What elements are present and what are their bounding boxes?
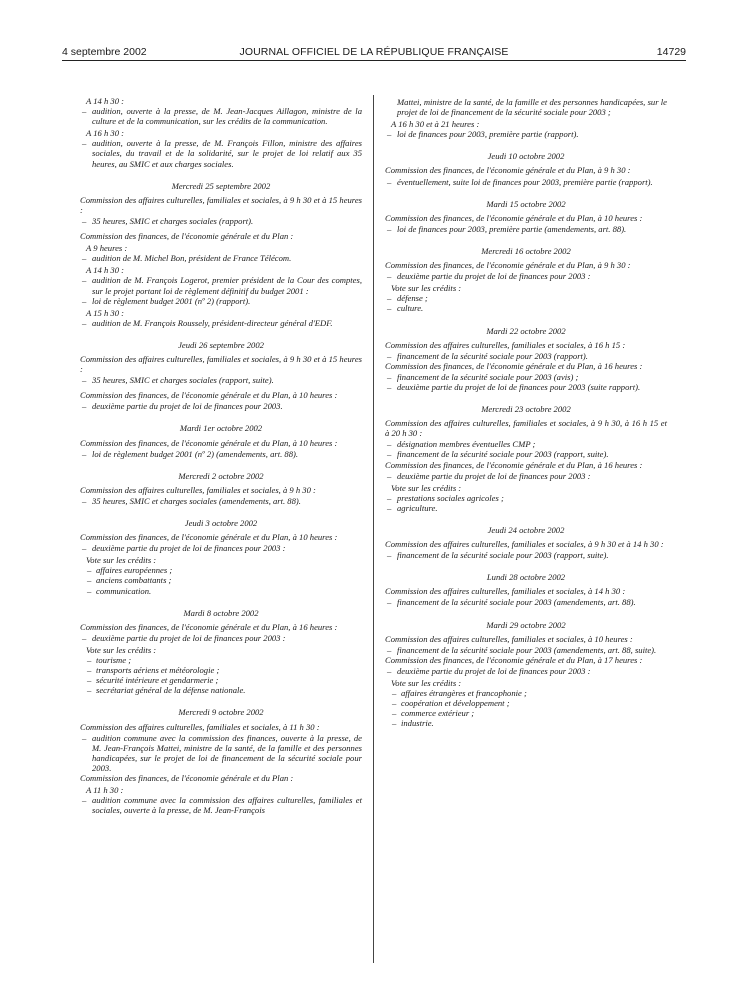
agenda-item: – loi de règlement budget 2001 (nº 2) (rapport). (80, 296, 362, 306)
day-heading: Mardi 8 octobre 2002 (183, 607, 259, 618)
commission-line: Commission des finances, de l'économie générale et du Plan, à 17 heures : (385, 654, 643, 665)
credit-item: – sécurité intérieure et gendarmerie ; (80, 675, 362, 685)
credit-item: – agriculture. (385, 503, 667, 513)
agenda-item: – deuxième partie du projet de loi de finances pour 2003 : (385, 271, 667, 281)
right-column (385, 97, 667, 729)
day-heading: Jeudi 3 octobre 2002 (184, 518, 258, 528)
time-label: A 16 h 30 : (86, 128, 125, 139)
day-heading: Mercredi 2 octobre 2002 (178, 470, 264, 481)
vote-label: Vote sur les crédits : (391, 678, 462, 689)
agenda-item: – audition de M. François Logerot, premier président de la Cour des comptes, sur le projet portant loi de règlement définitif du budget 2001 : (80, 275, 362, 295)
commission-line: Commission des affaires culturelles, familiales et sociales, à 9 h 30 et à 14 h 30 : (385, 539, 664, 550)
agenda-item: – deuxième partie du projet de loi de finances pour 2003 (suite rapport). (385, 382, 667, 392)
time-label: A 15 h 30 : (86, 307, 125, 318)
commission-line: Commission des affaires culturelles, familiales et sociales, à 9 h 30 et à 15 heures : (80, 353, 362, 375)
header-date: 4 septembre 2002 (62, 46, 147, 58)
day-heading: Jeudi 10 octobre 2002 (487, 151, 565, 162)
credit-item: – anciens combattants ; (80, 575, 362, 585)
commission-line: Commission des affaires culturelles, familiales et sociales, à 9 h 30 et à 15 heures : (80, 194, 362, 215)
agenda-item: – audition de M. Michel Bon, président de France Télécom. (80, 253, 362, 263)
credit-item: – secrétariat général de la défense nationale. (80, 685, 362, 695)
agenda-item: – audition de M. François Roussely, président-directeur général d'EDF. (80, 318, 362, 328)
journal-title: JOURNAL OFFICIEL DE LA RÉPUBLIQUE FRANÇAISE (239, 46, 509, 58)
agenda-item: – loi de règlement budget 2001 (nº 2) (amendements, art. 88). (80, 449, 362, 459)
day-heading: Mercredi 9 octobre 2002 (178, 707, 264, 718)
time-label: A 14 h 30 : (86, 265, 125, 276)
commission-line: Commission des affaires culturelles, familiales et sociales, à 16 h 15 : (385, 339, 626, 350)
day-heading: Lundi 28 octobre 2002 (486, 572, 566, 583)
commission-line: Commission des affaires culturelles, familiales et sociales, à 10 heures : (385, 633, 633, 644)
vote-label: Vote sur les crédits : (86, 555, 157, 566)
day-heading: Mercredi 23 octobre 2002 (481, 404, 571, 415)
commission-line: Commission des finances, de l'économie générale et du Plan, à 10 heures : (80, 390, 338, 401)
commission-line: Commission des finances, de l'économie générale et du Plan : (80, 231, 294, 242)
column-divider (373, 95, 374, 963)
commission-line: Commission des affaires culturelles, familiales et sociales, à 9 h 30, à 16 h 15 et à 20 h 30 : (385, 418, 667, 439)
header-rule (62, 60, 686, 61)
agenda-item: – éventuellement, suite loi de finances pour 2003, première partie (rapport). (385, 177, 667, 187)
left-column (80, 96, 362, 815)
time-label: A 11 h 30 : (86, 785, 124, 796)
commission-line: Commission des finances, de l'économie générale et du Plan, à 9 h 30 : (385, 260, 631, 271)
agenda-item: – loi de finances pour 2003, première partie (amendements, art. 88). (385, 224, 667, 234)
day-heading: Mercredi 25 septembre 2002 (171, 180, 271, 191)
agenda-item: – financement de la sécurité sociale pour 2003 (avis) ; (385, 372, 667, 382)
credit-item: – culture. (385, 303, 667, 313)
commission-line: Commission des finances, de l'économie générale et du Plan, à 9 h 30 : (385, 165, 631, 176)
credit-item: – affaires étrangères et francophonie ; (385, 688, 667, 698)
commission-line: Commission des finances, de l'économie générale et du Plan, à 16 heures : (385, 360, 643, 371)
page-header (62, 46, 686, 60)
credit-item: – tourisme ; (80, 655, 362, 665)
commission-line: Commission des finances, de l'économie générale et du Plan : (80, 772, 294, 783)
day-heading: Jeudi 26 septembre 2002 (178, 339, 264, 350)
agenda-item: – financement de la sécurité sociale pour 2003 (rapport, suite). (385, 550, 667, 560)
page-number: 14729 (656, 46, 686, 58)
agenda-item: – deuxième partie du projet de loi de finances pour 2003. (80, 401, 362, 411)
day-heading: Mardi 29 octobre 2002 (486, 619, 566, 630)
agenda-item: – deuxième partie du projet de loi de finances pour 2003 : (385, 666, 667, 676)
continued-text: Mattei, ministre de la santé, de la famille et des personnes handicapées, sur le projet de loi de financement de la sécurité sociale pour 2003 ; (397, 97, 667, 118)
day-heading: Mardi 22 octobre 2002 (486, 325, 566, 336)
credit-item: – communication. (80, 586, 362, 596)
agenda-item: – deuxième partie du projet de loi de finances pour 2003 : (385, 471, 667, 481)
credit-item: – transports aériens et météorologie ; (80, 665, 362, 675)
vote-label: Vote sur les crédits : (391, 283, 462, 294)
vote-label: Vote sur les crédits : (86, 644, 157, 655)
agenda-item: – 35 heures, SMIC et charges sociales (amendements, art. 88). (80, 496, 362, 506)
agenda-item: – deuxième partie du projet de loi de finances pour 2003 : (80, 633, 362, 643)
agenda-item: – financement de la sécurité sociale pour 2003 (amendements, art. 88). (385, 597, 667, 607)
agenda-item: – 35 heures, SMIC et charges sociales (rapport, suite). (80, 375, 362, 385)
credit-item: – industrie. (385, 718, 667, 728)
commission-line: Commission des finances, de l'économie générale et du Plan, à 10 heures : (385, 212, 643, 223)
day-heading: Mardi 15 octobre 2002 (486, 198, 566, 209)
time-label: A 14 h 30 : (86, 96, 125, 106)
credit-item: – affaires européennes ; (80, 565, 362, 575)
agenda-item: – deuxième partie du projet de loi de finances pour 2003 : (80, 543, 362, 553)
commission-line: Commission des finances, de l'économie générale et du Plan, à 10 heures : (80, 532, 338, 543)
agenda-item: – financement de la sécurité sociale pour 2003 (rapport, suite). (385, 449, 667, 459)
commission-line: Commission des finances, de l'économie générale et du Plan, à 16 heures : (385, 459, 643, 470)
agenda-item: – audition commune avec la commission des finances, ouverte à la presse, de M. Jean-François Mattei, ministre de la santé, de la famille et des personnes handicapées, sur le projet de loi de financement de la sécurité sociale pour 2003. (80, 733, 362, 773)
day-heading: Mardi 1er octobre 2002 (179, 423, 263, 434)
commission-line: Commission des affaires culturelles, familiales et sociales, à 11 h 30 : (80, 721, 320, 732)
commission-line: Commission des finances, de l'économie générale et du Plan, à 10 heures : (80, 437, 338, 448)
agenda-item: – financement de la sécurité sociale pour 2003 (rapport). (385, 351, 667, 361)
agenda-item: – audition, ouverte à la presse, de M. François Fillon, ministre des affaires sociales, du travail et de la solidarité, sur le projet de loi relatif aux 35 heures, au SMIC et aux charges sociales. (80, 138, 362, 168)
day-heading: Mercredi 16 octobre 2002 (481, 245, 571, 256)
commission-line: Commission des affaires culturelles, familiales et sociales, à 14 h 30 : (385, 586, 626, 597)
time-label: A 16 h 30 et à 21 heures : (391, 119, 480, 130)
credit-item: – défense ; (385, 293, 667, 303)
agenda-item: – audition commune avec la commission des affaires culturelles, familiales et sociales, ouverte à la presse, de M. Jean-François (80, 795, 362, 815)
credit-item: – coopération et développement ; (385, 698, 667, 708)
agenda-item: – loi de finances pour 2003, première partie (rapport). (385, 129, 667, 139)
agenda-item: – financement de la sécurité sociale pour 2003 (amendements, art. 88, suite). (385, 645, 667, 655)
time-label: A 9 heures : (86, 243, 128, 254)
day-heading: Jeudi 24 octobre 2002 (487, 525, 565, 535)
agenda-item: – audition, ouverte à la presse, de M. Jean-Jacques Aillagon, ministre de la culture et de la communication, sur les crédits de la communication. (80, 106, 362, 126)
commission-line: Commission des affaires culturelles, familiales et sociales, à 9 h 30 : (80, 484, 316, 495)
commission-line: Commission des finances, de l'économie générale et du Plan, à 16 heures : (80, 621, 338, 632)
vote-label: Vote sur les crédits : (391, 482, 462, 493)
credit-item: – commerce extérieur ; (385, 708, 667, 718)
agenda-item: – désignation membres éventuelles CMP ; (385, 439, 667, 449)
agenda-item: – 35 heures, SMIC et charges sociales (rapport). (80, 216, 362, 226)
credit-item: – prestations sociales agricoles ; (385, 493, 667, 503)
